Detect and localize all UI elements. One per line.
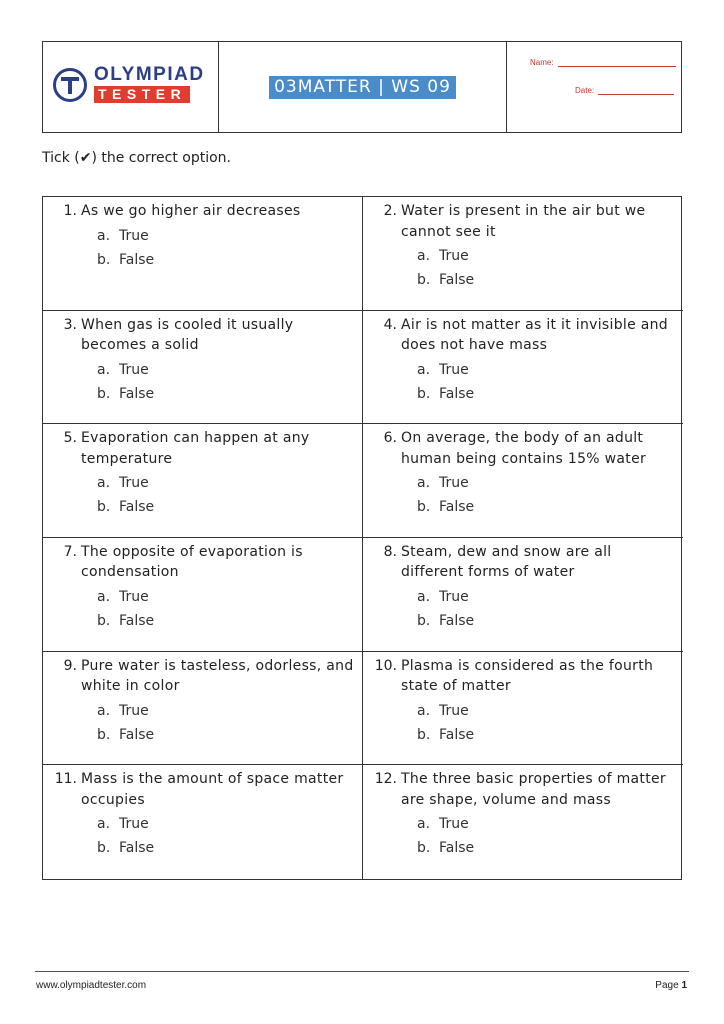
question-cell	[363, 197, 683, 311]
option-false[interactable]	[417, 609, 677, 633]
options-list	[43, 358, 356, 406]
option-letter: b.	[97, 726, 111, 743]
option-true[interactable]	[417, 358, 677, 382]
question-text: On average, the body of an adult human being contains 15% water	[401, 430, 647, 467]
options-list	[363, 812, 677, 860]
option-false[interactable]	[417, 382, 677, 406]
footer-page	[655, 980, 687, 991]
question-number: 3.	[63, 316, 77, 333]
option-letter: a.	[97, 588, 111, 605]
options-list	[363, 585, 677, 633]
option-false[interactable]	[417, 723, 677, 747]
question-number: 9.	[63, 657, 77, 674]
instruction-text: Tick (✔) the correct option.	[42, 150, 231, 166]
option-letter: b.	[97, 499, 111, 516]
option-true[interactable]	[97, 812, 356, 836]
option-text: True	[439, 248, 469, 264]
question-text: The opposite of evaporation is condensation	[81, 543, 303, 581]
option-text: False	[439, 499, 475, 516]
question-number: 12.	[374, 771, 397, 788]
name-label: Name:	[530, 58, 554, 67]
option-true[interactable]	[97, 471, 356, 495]
option-text: False	[439, 272, 475, 288]
option-false[interactable]	[417, 268, 677, 292]
question-number: 1.	[63, 203, 77, 219]
option-true[interactable]	[417, 585, 677, 609]
option-letter: b.	[417, 612, 431, 629]
option-letter: b.	[97, 251, 111, 268]
question-cell	[43, 311, 363, 425]
question-text: As we go higher air decreases	[81, 203, 301, 219]
question-text: Plasma is considered as the fourth state of matter	[401, 657, 654, 695]
option-letter: a.	[97, 702, 111, 719]
option-true[interactable]	[97, 224, 356, 248]
option-letter: b.	[417, 840, 431, 857]
options-list	[43, 699, 356, 747]
footer-divider	[35, 971, 689, 972]
option-letter: a.	[417, 816, 431, 833]
option-text: False	[119, 840, 155, 857]
question-cell	[363, 311, 683, 425]
question-number: 8.	[383, 543, 397, 560]
option-letter: a.	[97, 361, 111, 378]
option-letter: b.	[417, 385, 431, 402]
name-date-cell	[507, 42, 681, 132]
question-number: 10.	[374, 657, 397, 674]
option-text: False	[119, 499, 155, 516]
question-number: 7.	[63, 543, 77, 560]
options-list	[43, 471, 356, 519]
option-true[interactable]	[97, 699, 356, 723]
options-list	[43, 585, 356, 633]
option-false[interactable]	[417, 495, 677, 519]
question-number: 6.	[383, 430, 397, 447]
option-text: False	[119, 726, 155, 743]
option-text: False	[119, 385, 155, 402]
question-text: When gas is cooled it usually becomes a solid	[81, 316, 294, 354]
option-text: True	[119, 475, 149, 492]
options-list	[363, 699, 677, 747]
date-field[interactable]	[598, 88, 674, 95]
option-false[interactable]	[97, 723, 356, 747]
page-label: Page	[655, 980, 679, 991]
question-cell	[43, 765, 363, 879]
question-cell	[43, 197, 363, 311]
option-text: False	[439, 612, 475, 629]
option-letter: a.	[97, 227, 111, 244]
question-number: 5.	[63, 430, 77, 447]
worksheet-header	[42, 41, 682, 133]
option-false[interactable]	[97, 248, 356, 272]
date-row	[575, 86, 674, 95]
question-row	[43, 315, 356, 356]
option-text: True	[439, 816, 469, 833]
option-letter: a.	[417, 361, 431, 378]
question-row	[363, 201, 677, 242]
option-letter: a.	[417, 248, 431, 264]
option-true[interactable]	[97, 585, 356, 609]
question-text: Mass is the amount of space matter occupies	[81, 771, 344, 808]
option-true[interactable]	[417, 699, 677, 723]
question-text: Air is not matter as it it invisible and does not have mass	[401, 316, 668, 354]
question-cell	[363, 652, 683, 766]
option-letter: b.	[417, 726, 431, 743]
question-number: 4.	[383, 316, 397, 333]
option-letter: a.	[97, 816, 111, 833]
question-text: Steam, dew and snow are all different forms of water	[401, 543, 612, 581]
question-row	[43, 201, 356, 222]
question-number: 2.	[383, 203, 397, 219]
question-row	[363, 769, 677, 810]
question-text: The three basic properties of matter are shape, volume and mass	[401, 771, 666, 808]
option-text: True	[439, 588, 469, 605]
name-field[interactable]	[558, 60, 676, 67]
option-letter: a.	[417, 588, 431, 605]
options-list	[43, 812, 356, 860]
option-text: True	[119, 588, 149, 605]
worksheet-title: 03MATTER | WS 09	[269, 76, 456, 99]
question-cell	[363, 765, 683, 879]
question-cell	[363, 538, 683, 652]
option-letter: a.	[97, 475, 111, 492]
footer-url: www.olympiadtester.com	[36, 980, 147, 991]
option-false[interactable]	[97, 609, 356, 633]
question-text: Water is present in the air but we cannot see it	[401, 203, 646, 240]
question-cell	[43, 538, 363, 652]
question-row	[43, 428, 356, 469]
name-row	[530, 58, 676, 67]
option-text: True	[119, 227, 149, 244]
option-letter: a.	[417, 702, 431, 719]
question-row	[43, 542, 356, 583]
question-row	[363, 542, 677, 583]
question-row	[363, 315, 677, 356]
olympiad-tester-logo-icon	[53, 68, 87, 102]
option-false[interactable]	[417, 836, 677, 860]
question-text: Pure water is tasteless, odorless, and white in color	[81, 657, 354, 695]
question-text: Evaporation can happen at any temperature	[81, 430, 310, 467]
option-text: True	[119, 702, 149, 719]
question-row	[43, 656, 356, 697]
options-list	[43, 224, 356, 272]
option-text: False	[439, 385, 475, 402]
question-cell	[43, 652, 363, 766]
option-false[interactable]	[97, 495, 356, 519]
question-number: 11.	[54, 771, 77, 788]
date-label: Date:	[575, 86, 595, 95]
logo-text-bottom: TESTER	[94, 86, 190, 103]
options-list	[363, 471, 677, 519]
option-letter: b.	[97, 385, 111, 402]
options-list	[363, 358, 677, 406]
option-letter: b.	[417, 499, 431, 516]
option-text: False	[119, 251, 155, 268]
logo-text-top: OLYMPIAD	[94, 64, 205, 85]
option-true[interactable]	[417, 471, 677, 495]
option-true[interactable]	[417, 812, 677, 836]
option-false[interactable]	[97, 382, 356, 406]
title-cell	[219, 42, 507, 132]
option-letter: b.	[97, 612, 111, 629]
options-list	[363, 244, 677, 292]
question-cell	[363, 424, 683, 538]
option-true[interactable]	[97, 358, 356, 382]
question-row	[43, 769, 356, 810]
option-text: True	[119, 361, 149, 378]
option-text: False	[119, 612, 155, 629]
option-text: True	[439, 702, 469, 719]
option-false[interactable]	[97, 836, 356, 860]
question-row	[363, 428, 677, 469]
option-text: False	[439, 840, 475, 857]
page-number: 1	[681, 980, 687, 991]
option-letter: b.	[97, 840, 111, 857]
option-letter: a.	[417, 475, 431, 492]
option-letter: b.	[417, 272, 431, 288]
logo-cell	[43, 42, 219, 132]
question-grid	[42, 196, 682, 880]
option-text: True	[439, 475, 469, 492]
option-true[interactable]	[417, 244, 677, 268]
option-text: True	[119, 816, 149, 833]
question-row	[363, 656, 677, 697]
option-text: True	[439, 361, 469, 378]
question-cell	[43, 424, 363, 538]
option-text: False	[439, 726, 475, 743]
